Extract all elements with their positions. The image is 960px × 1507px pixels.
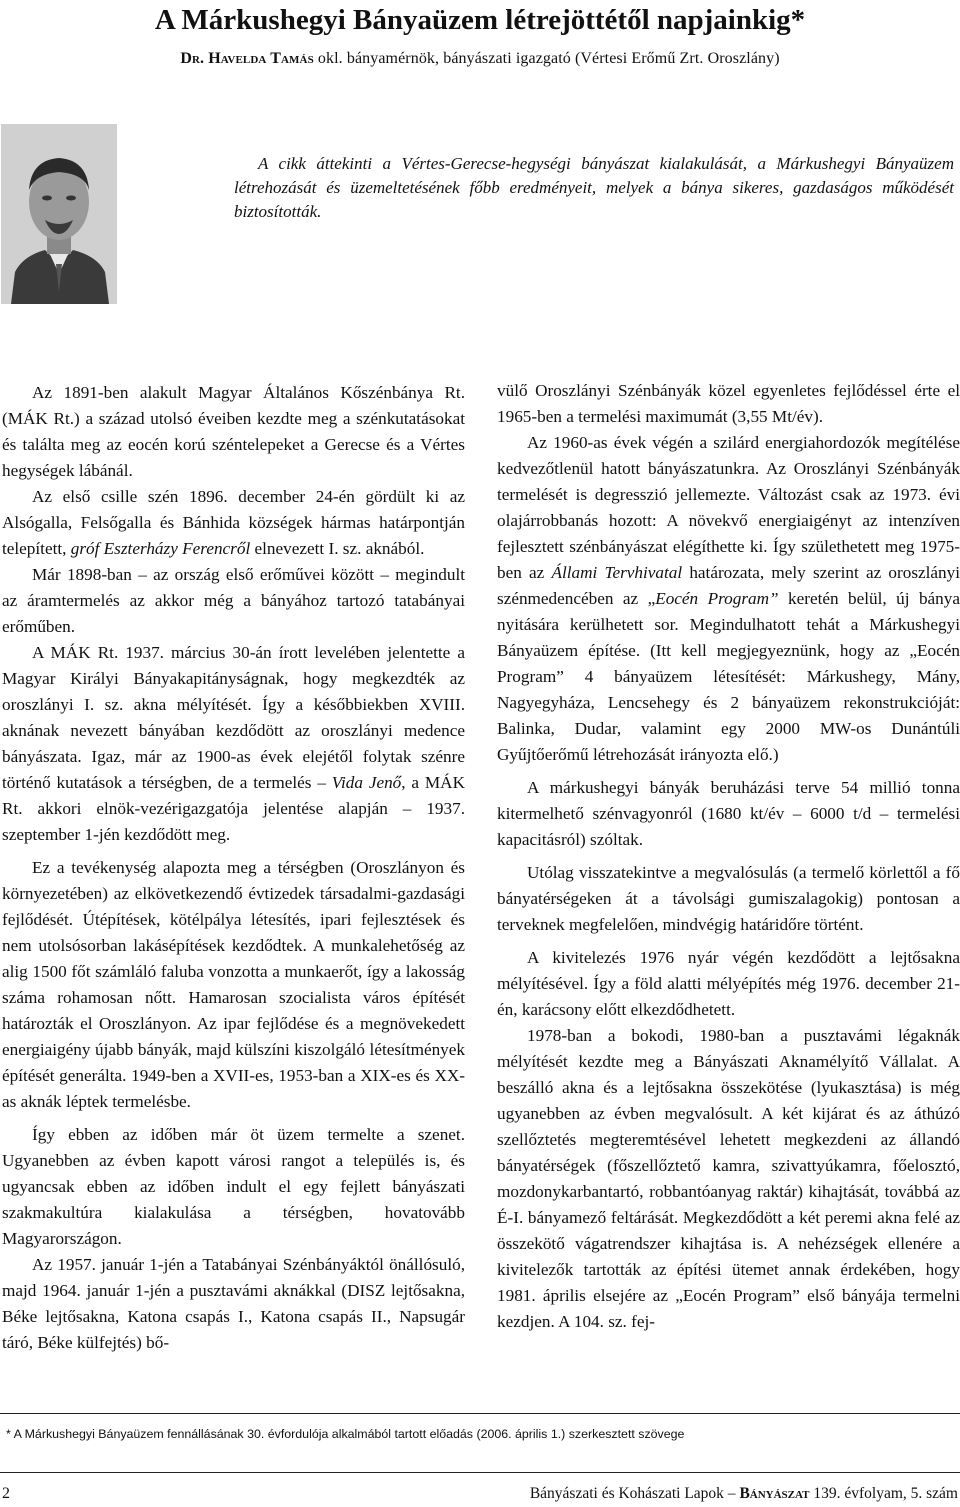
paragraph: Az első csille szén 1896. december 24-én gördült ki az Alsógalla, Felsőgalla és Bánhida községek hármas határpontján telepített, gróf Eszterházy Ferencről elnevezett I. sz. aknából. (2, 487, 465, 558)
page-number: 2 (2, 1485, 10, 1502)
paragraph: Ez a tevékenység alapozta meg a térségben (Oroszlányon és környezetében) az elkövetkezendő évtizedek társadalmi-gazdasági fejlődését. Útépítések, kötélpálya létesítés, ipari fejlesztések és nem utolsósorban lakásépítések kezdődtek. A munkalehetőség az alig 1500 főt számláló faluba vonzotta a munkaerőt, így a lakosság száma rohamosan nőtt. Hamarosan szocialista város építését határozták el Oroszlányon. Az ipar fejlődése és a megnövekedett energiaigény újabb bányák, majd külszíni kiszolgáló létesítmények építését generálta. 1949-ben a XVII-es, 1953-ban a XIX-es és XX-as aknák léptek termelésbe. (2, 858, 465, 1111)
author-portrait-photo (1, 124, 117, 304)
paragraph: Így ebben az időben már öt üzem termelte a szenet. Ugyanebben az évben kapott városi rangot a település is, és ugyancsak ebben az időben indult el egy fejlett bányászati szakmakultúra kialakulása a térségben, hovatovább Magyarországon. (2, 1125, 465, 1248)
author-byline (0, 48, 960, 70)
paragraph: Az 1960-as évek végén a szilárd energiahordozók megítélése kedvezőtlenül hatott bányászatunkra. Az Oroszlányi Szénbányák termelését is degresszió jellemezte. Változást csak az 1973. évi olajárrobbanás hozott: A növekvő energiaigényt az intenzíven fejlesztett szénbányászat elégíthette ki. Így születhetett meg 1975-ben az Állami Tervhivatal határozata, mely szerint az oroszlányi szénmedencében az „Eocén Program” keretén belül, új bánya nyitására kerülhetett sor. Megindulhatott tehát a Márkushegyi Bányaüzem építése. (Itt kell megjegyeznünk, hogy az „Eocén Program” 4 bányaüzem létesítését: Márkushegy, Mány, Nagyegyháza, Lencsehegy és 2 bányaüzem rekonstrukcióját: Balinka, Dudar, valamint egy 2000 MW-os Dunántúli Gyűjtőerőmű létrehozását irányozta elő.) (497, 433, 960, 764)
journal-footer: Bányászati és Kohászati Lapok – Bányászat 139. évfolyam, 5. szám (529, 1485, 958, 1502)
left-column (2, 378, 465, 1356)
paragraph: Utólag visszatekintve a megvalósulás (a termelő körlettől a fő bányatérségeken át a távolsági gumiszalagokig) pontosan a terveknek megfelelően, mindvégig határidőre történt. (497, 863, 960, 934)
paragraph: A kivitelezés 1976 nyár végén kezdődött a lejtősakna mélyítésével. Így a föld alatti mélyépítés még 1976. december 21-én, karácsony előtt elkezdődhetett. (497, 948, 960, 1019)
right-column (497, 378, 960, 1335)
footer-divider (0, 1472, 960, 1473)
author-role: okl. bányamérnök, bányászati igazgató (Vértesi Erőmű Zrt. Oroszlány) (313, 50, 780, 67)
paragraph: vülő Oroszlányi Szénbányák közel egyenletes fejlődéssel érte el 1965-ben a termelési maximumát (3,55 Mt/év). (497, 381, 960, 426)
footnote: * A Márkushegyi Bányaüzem fennállásának 30. évfordulója alkalmából tartott előadás (2006. április 1.) szerkesztett szövege (6, 1427, 685, 1441)
article-abstract: A cikk áttekinti a Vértes-Gerecse-hegységi bányászat kialakulását, a Márkushegyi Bányaüzem létrehozását és üzemeltetésének főbb eredményeit, melyek a bánya sikeres, gazdaságos működését biztosították. (234, 154, 954, 221)
author-portrait-illustration (1, 124, 117, 304)
paragraph: Az 1891-ben alakult Magyar Általános Kőszénbánya Rt. (MÁK Rt.) a század utolsó éveiben kezdte meg a szénkutatásokat és találta meg az eocén korú széntelepeket a Gerecse és a Vértes hegységek lábánál. (2, 383, 465, 480)
footnote-divider (0, 1413, 960, 1414)
article-title: A Márkushegyi Bányaüzem létrejöttétől napjainkig* (154, 4, 806, 36)
journal-brand: Bányászat (739, 1485, 810, 1502)
paragraph: A MÁK Rt. 1937. március 30-án írott levelében jelentette a Magyar Királyi Bányakapitányságnak, hogy megkezdték az oroszlányi I. sz. akna mélyítését. Így a későbbiekben XVIII. aknának nevezett bányában kezdődött az oroszlányi medence bányászata. Igaz, már az 1900-as évek elejétől folytak szénre történő kutatások a térségben, de a termelés – Vida Jenő, a MÁK Rt. akkori elnök-vezérigazgatója jelentése alapján – 1937. szeptember 1-jén kezdődött meg. (2, 643, 465, 844)
paragraph: Már 1898-ban – az ország első erőművei között – megindult az áramtermelés az akkor még a bányához tartozó tatabányai erőműben. (2, 565, 465, 636)
paragraph: 1978-ban a bokodi, 1980-ban a pusztavámi légaknák mélyítését kezdte meg a Bányászati Aknamélyítő Vállalat. A beszálló akna és a lejtősakna összekötése (lyukasztása) is még ugyanebben az évben megvalósult. A két kijárat és az áthúzó szellőztetés megteremtésével lehetett megkezdeni az állandó bányatérségek (főszellőztető kamra, szivattyúkamra, főelosztó, mozdonykarbantartó, robbantóanyag raktár) kihajtását, továbbá az É-I. bányamező feltárását. Megkezdődött a két peremi akna felé az összekötő vágatrendszer kihajtása is. A nehézségek ellenére a kivitelezők tartották az építési ütemet annak érdekében, hogy 1981. április elsejére az „Eocén Program” első bányája termelni kezdjen. A 104. sz. fej- (497, 1026, 960, 1331)
author-name: Dr. Havelda Tamás (180, 50, 314, 67)
paragraph: Az 1957. január 1-jén a Tatabányai Szénbányáktól önállósuló, majd 1964. január 1-jén a pusztavámi aknákkal (DISZ lejtősakna, Béke lejtősakna, Katona csapás I., Katona csapás II., Napsugár táró, Béke külfejtés) bő- (2, 1255, 465, 1352)
paragraph: A márkushegyi bányák beruházási terve 54 millió tonna kitermelhető szénvagyonról (1680 kt/év – 6000 t/d – termelési kapacitásról) szóltak. (497, 778, 960, 849)
